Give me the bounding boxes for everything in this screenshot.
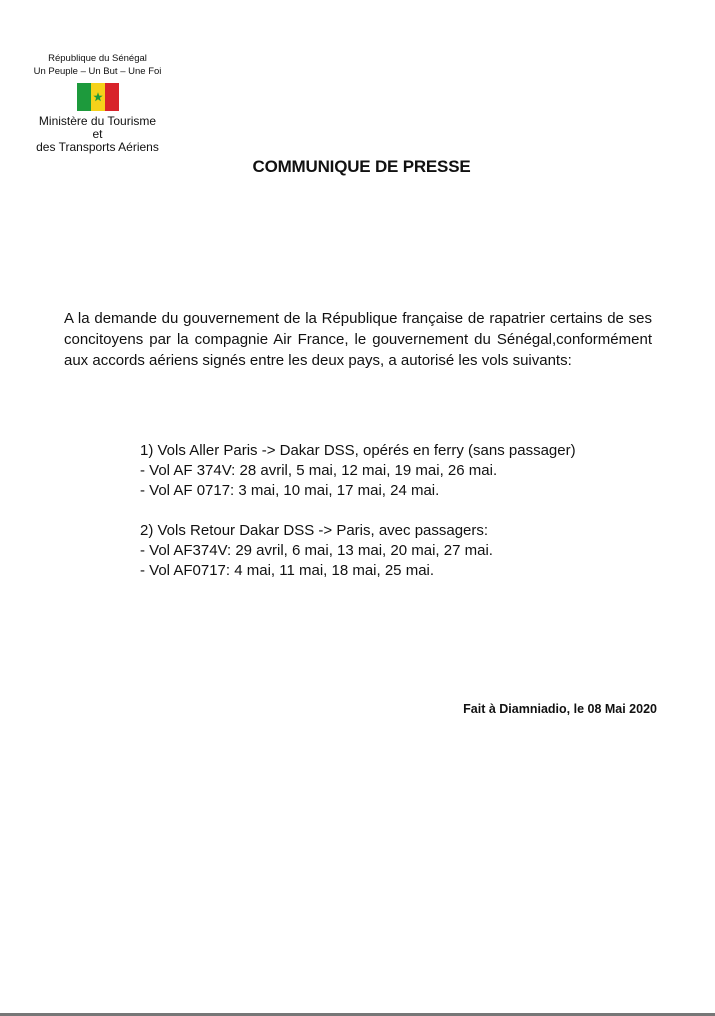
flag-band-yellow — [91, 83, 105, 111]
signature-line: Fait à Diamniadio, le 08 Mai 2020 — [463, 702, 657, 716]
flag-band-green — [77, 83, 91, 111]
intro-paragraph: A la demande du gouvernement de la République française de rapatrier certains de ses concitoyens par la compagnie Air France, le gouvernement du Sénégal,conformément aux accords aériens signés entre les deux pays, a autorisé les vols suivants: — [64, 310, 652, 369]
flag-band-red — [105, 83, 119, 111]
ministry-line-3: des Transports Aériens — [36, 140, 159, 154]
ministry-line-1: Ministère du Tourisme — [38, 114, 157, 128]
outbound-flight-2: - Vol AF 0717: 3 mai, 10 mai, 17 mai, 24 mai. — [140, 482, 440, 499]
return-flight-1: - Vol AF374V: 29 avril, 6 mai, 13 mai, 20 mai, 27 mai. — [140, 542, 493, 559]
section-gap — [140, 501, 660, 521]
outbound-heading: 1) Vols Aller Paris -> Dakar DSS, opérés en ferry (sans passager) — [140, 442, 576, 459]
return-heading: 2) Vols Retour Dakar DSS -> Paris, avec passagers: — [140, 522, 489, 539]
flag-star-icon — [93, 92, 103, 102]
letterhead — [20, 52, 175, 154]
ministry-name — [20, 115, 175, 154]
ministry-line-2: et — [92, 127, 103, 141]
senegal-flag-icon — [77, 83, 119, 111]
national-motto: Un Peuple – Un But – Une Foi — [33, 66, 162, 77]
flight-list — [140, 441, 660, 581]
document-title: COMMUNIQUE DE PRESSE — [252, 157, 471, 176]
republic-name: République du Sénégal — [48, 53, 147, 64]
outbound-flight-1: - Vol AF 374V: 28 avril, 5 mai, 12 mai, 19 mai, 26 mai. — [140, 462, 498, 479]
return-flight-2: - Vol AF0717: 4 mai, 11 mai, 18 mai, 25 mai. — [140, 562, 435, 579]
